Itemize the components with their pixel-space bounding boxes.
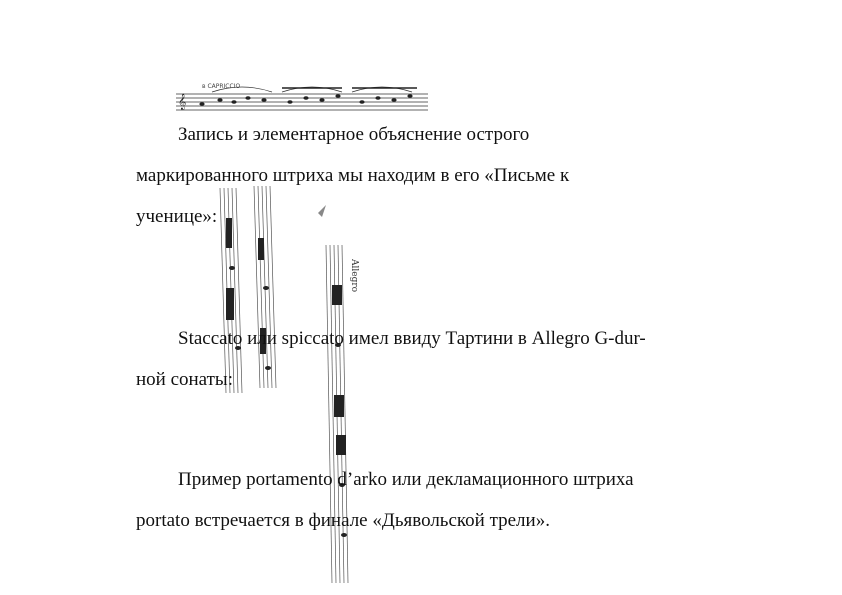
music-top-label: в CAPRICCIO xyxy=(202,83,241,90)
paragraph-2-line-1: Staccato или spiccato имел ввиду Тартини в Allegro G-dur- xyxy=(178,328,646,349)
paragraph-3-line-2: portato встречается в финале «Дьявольской трели». xyxy=(136,510,550,531)
paragraph-3 xyxy=(136,459,726,541)
paragraph-3-line-1: Пример portamento d’arko или декламационного штриха xyxy=(178,469,634,490)
svg-text:𝄞: 𝄞 xyxy=(178,94,187,110)
paragraph-1-line-3: ученице»: xyxy=(136,206,218,227)
paragraph-1-line-1: Запись и элементарное объяснение острого xyxy=(178,124,530,145)
music-vertical-label: Allegro xyxy=(349,259,359,293)
music-excerpt-top xyxy=(172,80,432,116)
paragraph-1-line-2: маркированного штриха мы находим в его «Письме к xyxy=(136,165,570,186)
paragraph-1 xyxy=(136,114,726,237)
paragraph-2 xyxy=(136,318,726,400)
paragraph-2-line-2: ной сонаты: xyxy=(136,369,233,390)
